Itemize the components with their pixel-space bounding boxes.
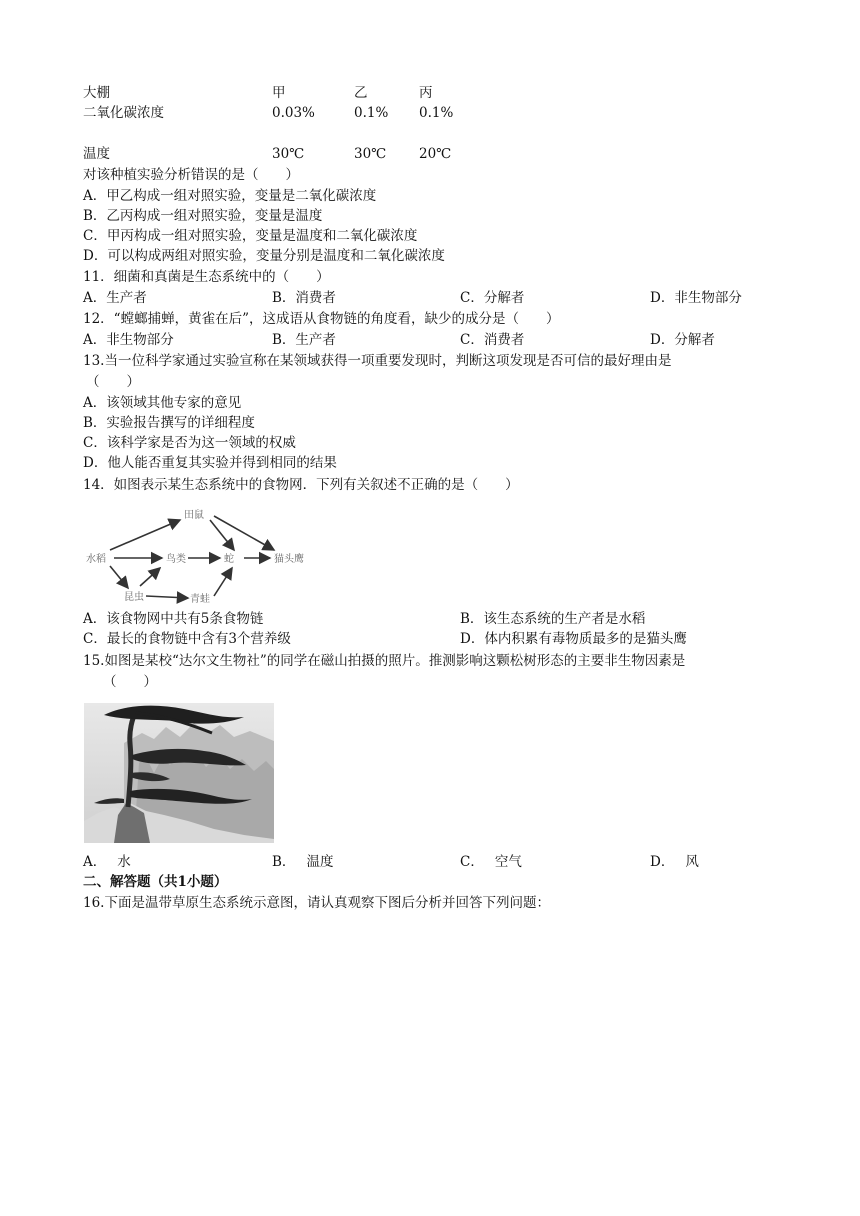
option-c: C．最长的食物链中含有3个营养级 <box>83 631 291 647</box>
option-d: D．可以构成两组对照实验，变量分别是温度和二氧化碳浓度 <box>83 248 445 264</box>
table-cell: 乙 <box>354 85 368 101</box>
arrow-rice-insect <box>110 566 128 588</box>
option-a: A． 水 <box>83 854 131 870</box>
question-stem: 12．“螳螂捕蝉，黄雀在后”，这成语从食物链的角度看，缺少的成分是（ ） <box>83 311 560 327</box>
option-b: B．该生态系统的生产者是水稻 <box>460 611 646 627</box>
arrow-insect-bird <box>140 568 160 586</box>
node-rice: 水稻 <box>86 554 106 565</box>
option-a: A．该领域其他专家的意见 <box>83 395 242 411</box>
node-insect: 昆虫 <box>124 592 144 603</box>
node-snake: 蛇 <box>224 554 234 565</box>
question-stem: 16.下面是温带草原生态系统示意图，请认真观察下图后分析并回答下列问题： <box>83 895 550 911</box>
table-cell: 甲 <box>272 85 286 101</box>
table-cell: 二氧化碳浓度 <box>83 105 164 121</box>
option-d: D． 风 <box>650 854 699 870</box>
table-cell: 0.1% <box>354 105 389 121</box>
node-field-mouse: 田鼠 <box>184 510 204 521</box>
arrow-fieldmouse-owl <box>214 516 274 550</box>
answer-bracket: （ ） <box>103 674 157 690</box>
option-c: C．消费者 <box>460 332 525 348</box>
table-cell: 大棚 <box>83 85 110 101</box>
option-b: B．生产者 <box>272 332 336 348</box>
option-a: A．该食物网中共有5条食物链 <box>83 611 264 627</box>
section-heading: 二、解答题（共1小题） <box>83 874 228 890</box>
table-cell: 20℃ <box>419 146 452 162</box>
answer-bracket: （ ） <box>86 374 140 390</box>
table-cell: 30℃ <box>354 146 387 162</box>
option-c: C．分解者 <box>460 290 525 306</box>
table-cell: 丙 <box>419 85 433 101</box>
option-a: A．甲乙构成一组对照实验，变量是二氧化碳浓度 <box>83 188 377 204</box>
option-b: B．实验报告撰写的详细程度 <box>83 415 255 431</box>
table-cell: 30℃ <box>272 146 305 162</box>
option-c: C． 空气 <box>460 854 522 870</box>
option-d: D．分解者 <box>650 332 715 348</box>
table-cell: 温度 <box>83 146 110 162</box>
node-bird: 鸟类 <box>166 554 186 565</box>
option-d: D．非生物部分 <box>650 290 742 306</box>
option-d: D．体内积累有毒物质最多的是猫头鹰 <box>460 631 687 647</box>
question-stem: 11．细菌和真菌是生态系统中的（ ） <box>83 269 330 285</box>
food-web-diagram <box>84 500 324 606</box>
node-frog: 青蛙 <box>190 594 210 605</box>
arrow-frog-snake <box>214 568 232 596</box>
arrow-rice-fieldmouse <box>110 520 180 550</box>
option-d: D．他人能否重复其实验并得到相同的结果 <box>83 455 337 471</box>
question-stem: 15.如图是某校“达尔文生物社”的同学在磁山拍摄的照片。推测影响这颗松树形态的主要非生物因素是 <box>83 653 686 669</box>
question-stem: 14．如图表示某生态系统中的食物网．下列有关叙述不正确的是（ ） <box>83 477 519 493</box>
node-owl: 猫头鹰 <box>274 554 304 565</box>
option-b: B． 温度 <box>272 854 334 870</box>
option-b: B．乙丙构成一组对照实验，变量是温度 <box>83 208 323 224</box>
option-b: B．消费者 <box>272 290 336 306</box>
option-c: C．甲丙构成一组对照实验，变量是温度和二氧化碳浓度 <box>83 228 418 244</box>
table-cell: 0.03% <box>272 105 315 121</box>
table-cell: 0.1% <box>419 105 454 121</box>
option-a: A．非生物部分 <box>83 332 174 348</box>
arrow-insect-frog <box>146 596 188 598</box>
option-a: A．生产者 <box>83 290 147 306</box>
option-c: C．该科学家是否为这一领域的权威 <box>83 435 296 451</box>
question-stem: 对该种植实验分析错误的是（ ） <box>83 167 299 183</box>
question-stem: 13.当一位科学家通过实验宣称在某领域获得一项重要发现时，判断这项发现是否可信的最好理由是 <box>83 353 672 369</box>
pine-tree-photo <box>84 703 274 843</box>
